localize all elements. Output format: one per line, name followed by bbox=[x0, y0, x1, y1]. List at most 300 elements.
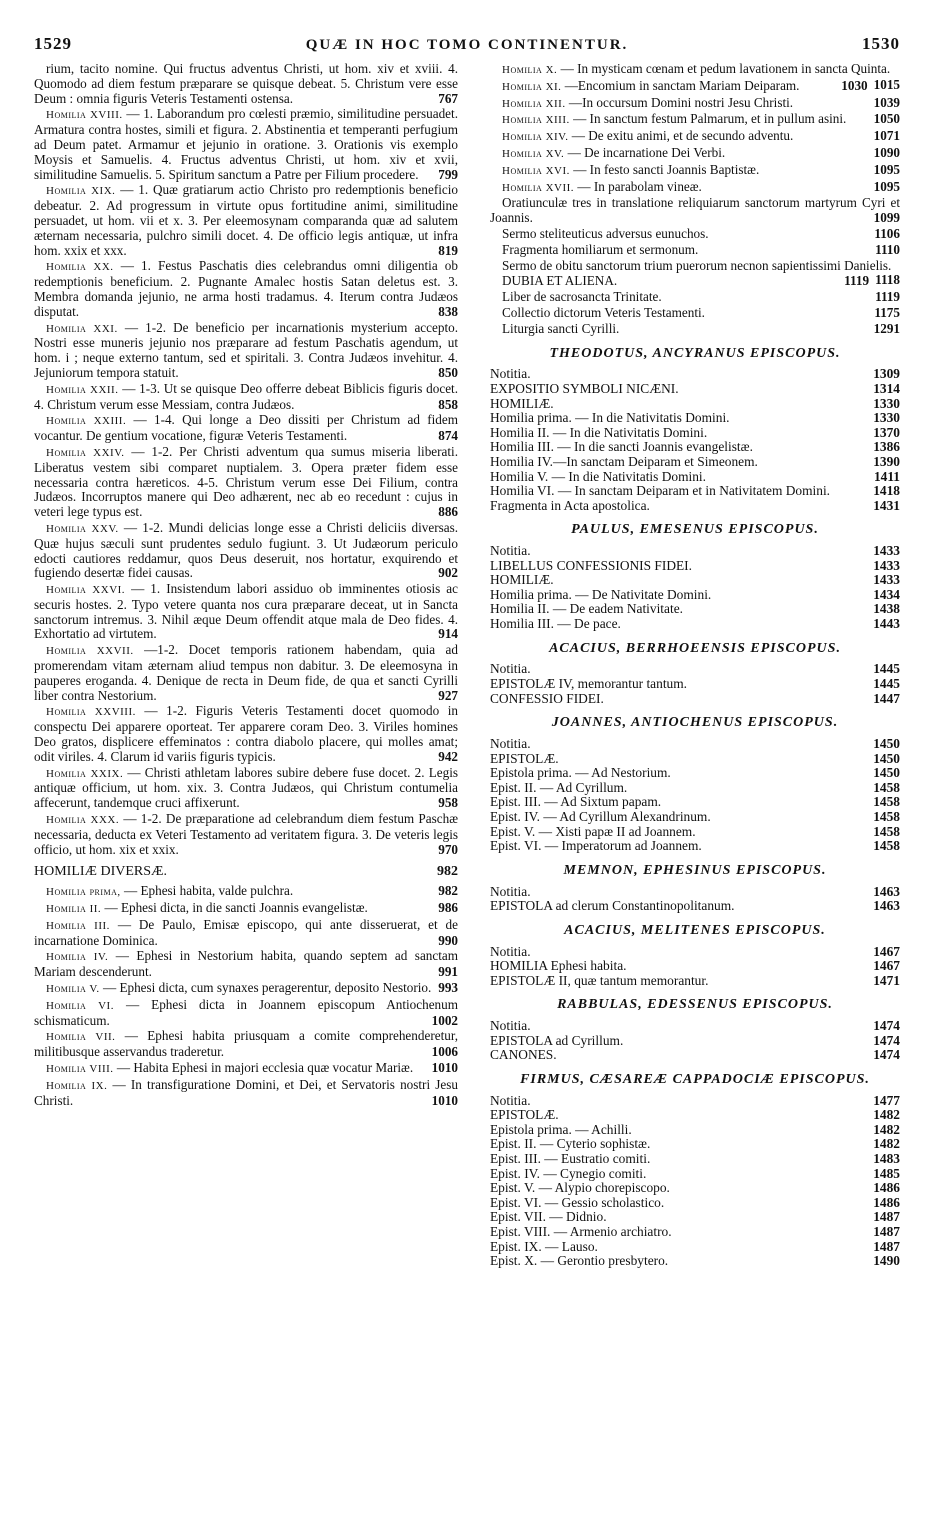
row-page-number: 1330 bbox=[873, 395, 900, 411]
row-page-number: 1477 bbox=[873, 1092, 900, 1108]
row-page-number: 1386 bbox=[873, 439, 900, 455]
row-page-number: 1487 bbox=[873, 1209, 900, 1225]
row-page-number: 1445 bbox=[873, 676, 900, 692]
row-text: Notitia. bbox=[490, 661, 531, 677]
toc-entry bbox=[34, 107, 458, 182]
toc-entry bbox=[490, 180, 900, 196]
toc-entry bbox=[490, 112, 900, 128]
row-text: Epist. II. — Cyterio sophistæ. bbox=[490, 1136, 651, 1152]
section-row bbox=[490, 484, 900, 499]
author-section-heading: RABBULAS, EDESSENUS EPISCOPUS. bbox=[557, 997, 833, 1013]
row-text: Homilia III. — In die sancti Joannis evangelistæ. bbox=[490, 439, 753, 455]
section-row bbox=[490, 455, 900, 470]
row-text: Homilia VI. — In sanctam Deiparam et in Nativitatem Domini. bbox=[490, 483, 831, 499]
entry-text: — De incarnatione Dei Verbi. bbox=[567, 144, 726, 160]
toc-entry bbox=[490, 196, 900, 226]
entry-page-number: 819 bbox=[438, 242, 458, 258]
entry-text: — In mysticam cœnam et pedum lavationem in sancta Quinta. bbox=[560, 61, 891, 76]
row-page-number: 1390 bbox=[873, 453, 900, 469]
left-column bbox=[34, 62, 458, 1269]
entry-text: — Ephesi habita priusquam a comite comprehenderetur, militibusque asservandus traderetur. bbox=[34, 1028, 458, 1060]
row-text: Notitia. bbox=[490, 1018, 531, 1034]
entry-page-number: 1010 bbox=[431, 1092, 458, 1108]
row-text: Epist. IX. — Lauso. bbox=[490, 1238, 598, 1254]
entry-page-number: 1175 bbox=[874, 304, 900, 320]
toc-entry bbox=[490, 96, 900, 112]
toc-entry bbox=[34, 1061, 458, 1077]
entry-heading: Homilia XXIII. bbox=[46, 415, 127, 428]
entry-text: — Ephesi habita, valde pulchra. bbox=[123, 883, 294, 899]
row-text: Epist. V. — Alypio chorepiscopo. bbox=[490, 1180, 670, 1196]
entry-page-number: 1106 bbox=[874, 225, 900, 241]
toc-entry bbox=[34, 949, 458, 980]
row-page-number: 1314 bbox=[873, 380, 900, 396]
toc-entry bbox=[34, 901, 458, 917]
row-page-number: 1443 bbox=[873, 616, 900, 632]
entry-text: — In sanctum festum Palmarum, et in pullum asini. bbox=[573, 111, 847, 127]
row-page-number: 1482 bbox=[873, 1121, 900, 1137]
entry-heading: Homilia XVIII. bbox=[46, 109, 123, 122]
entry-page-number: 1010 bbox=[431, 1060, 458, 1075]
toc-entry bbox=[34, 1029, 458, 1060]
entry-text: — Habita Ephesi in majori ecclesia quæ vocatur Mariæ. bbox=[116, 1060, 414, 1075]
section-row bbox=[490, 1240, 900, 1255]
entry-heading: Homilia XX. bbox=[46, 261, 114, 274]
entry-text: Collectio dictorum Veteris Testamenti. bbox=[502, 304, 705, 320]
entry-heading: Homilia XXIX. bbox=[46, 767, 124, 780]
entry-text: rium, tacito nomine. Qui fructus adventus Christi, ut hom. xiv et xviii. 4. Quomodo ad diem festum præparare se quisque debeat. 5. Christum vere esse Deum : omnia figuris Veteris Testamenti ostensa. bbox=[34, 61, 458, 106]
author-section-heading: FIRMUS, CÆSAREÆ CAPPADOCIÆ EPISCOPUS. bbox=[520, 1071, 870, 1087]
row-page-number: 1487 bbox=[873, 1238, 900, 1254]
entry-text: Fragmenta homiliarum et sermonum. bbox=[502, 241, 699, 257]
toc-entry bbox=[34, 259, 458, 319]
entry-heading: Homilia XXIV. bbox=[46, 446, 125, 459]
row-text: EPISTOLÆ. bbox=[490, 750, 559, 766]
entry-heading: Homilia XVI. bbox=[502, 164, 570, 177]
row-page-number: 1483 bbox=[873, 1151, 900, 1167]
section-row bbox=[490, 945, 900, 960]
row-page-number: 1458 bbox=[873, 838, 900, 854]
row-page-number: 1438 bbox=[873, 601, 900, 617]
toc-entry bbox=[490, 227, 900, 242]
row-page-number: 1450 bbox=[873, 736, 900, 752]
entry-text: — 1-2. Mundi delicias longe esse a Christi deliciis diversas. Quæ hujus sæculi sunt prudentes sedulo fugiunt. 3. Ut Judæorum periculo edocti cautiores reddamur, quos Deus deseruit, nos hortatur, exquirendo et fugiendo desertæ fidei causas. bbox=[34, 519, 458, 581]
row-text: Notitia. bbox=[490, 543, 531, 559]
entry-page-number: 1006 bbox=[431, 1044, 458, 1060]
columns bbox=[34, 62, 900, 1269]
entry-heading: Homilia XI. bbox=[502, 80, 562, 93]
row-text: Epist. VI. — Gessio scholastico. bbox=[490, 1194, 665, 1210]
section-row bbox=[490, 692, 900, 707]
entry-heading: Homilia III. bbox=[46, 919, 110, 932]
right-page-number: 1530 bbox=[862, 34, 900, 53]
toc-entry bbox=[34, 582, 458, 642]
row-text: Notitia. bbox=[490, 883, 531, 899]
row-page-number: 1445 bbox=[873, 661, 900, 677]
row-page-number: 1486 bbox=[873, 1194, 900, 1210]
entry-heading: Homilia XXV. bbox=[46, 522, 119, 535]
entry-text: — 1-2. De præparatione ad celebrandum diem festum Paschæ necessaria, deducta ex Veteri Testamento ad veritatem figura. 3. De veteris legis officio, ut hom. xix et xxix. bbox=[34, 811, 458, 857]
entry-text: — 1-3. Ut se quisque Deo offerre debeat Biblicis figuris docet. 4. Christum verum esse Messiam, contra Judæos. bbox=[34, 380, 459, 412]
entry-text: —1-2. Docet temporis rationem habendam, quia ad promerendam vitam æternam aliud tempus non dabitur. 3. De eleemosyna in pauperes eroganda. 4. Denique de recta in Deum fide, de qua et sancti Cyrilli liber contra Nestorium. bbox=[34, 642, 459, 703]
entry-page-number: 1119 bbox=[875, 289, 900, 305]
entry-text: — In festo sancti Joannis Baptistæ. bbox=[573, 161, 760, 177]
row-page-number: 1309 bbox=[873, 366, 900, 382]
entry-text: — Ephesi dicta in Joannem episcopum Antiochenum schismaticum. bbox=[34, 996, 458, 1028]
section-row bbox=[490, 752, 900, 767]
running-title: QUÆ IN HOC TOMO CONTINENTUR. bbox=[305, 37, 629, 53]
entry-text: — 1-2. De beneficio per incarnationis mysterium accepto. Nostri esse muneris jejunio nos præparare ad festum Paschatis agendum, ut hom. i ; neque externo tantum, sed et spiritali. 3. Contra Judæos invehitur. 4. Jejuniorum tempora statuit. bbox=[34, 319, 458, 380]
row-text: Epist. X. — Gerontio presbytero. bbox=[490, 1253, 669, 1269]
toc-entry bbox=[34, 521, 458, 581]
entry-text: — 1. Quæ gratiarum actio Christo pro redemptionis beneficio debeatur. 2. Ad progressum in virtute opus fortitudine animi, similitudine persuadet, ut hom. vii et x. 3. Per eleemosynam comparanda quæ ad salutem æternam necessaria, pulchro simili docet. 4. De officio legis antiquæ, ut infra hom. xxix et xxx. bbox=[34, 182, 458, 258]
row-text: Epist. III. — Ad Sixtum papam. bbox=[490, 794, 662, 810]
section-row bbox=[490, 1181, 900, 1196]
row-page-number: 1434 bbox=[873, 586, 900, 602]
section-row bbox=[490, 1123, 900, 1138]
row-text: Notitia. bbox=[490, 736, 531, 752]
row-page-number: 1433 bbox=[873, 557, 900, 573]
entry-page-number: 858 bbox=[438, 396, 458, 412]
entry-heading: Homilia II. bbox=[46, 903, 102, 916]
entry-page-number: 990 bbox=[438, 932, 458, 948]
author-section-heading: MEMNON, EPHESINUS EPISCOPUS. bbox=[563, 862, 827, 878]
section-label: HOMILIÆ DIVERSÆ. bbox=[34, 864, 167, 880]
section-row bbox=[490, 617, 900, 632]
section-row bbox=[490, 602, 900, 617]
row-text: Epist. VI. — Imperatorum ad Joannem. bbox=[490, 838, 702, 854]
toc-entry bbox=[490, 146, 900, 162]
toc-entry bbox=[34, 321, 458, 381]
author-section-heading: THEODOTUS, ANCYRANUS EPISCOPUS. bbox=[549, 345, 841, 361]
entry-text: — 1. Festus Paschatis dies celebrandus omni diligentia ob redemptionis beneficium. 2. Pugnante Amalec hostis Satan deletus est. 3. Membra domanda jejunio, ne arma hosti tradamus. 4. Iterum contra Judæos disputat. bbox=[34, 258, 458, 319]
row-text: EPISTOLÆ. bbox=[490, 1107, 559, 1123]
right-column bbox=[490, 62, 900, 1269]
row-text: Epist. IV. — Ad Cyrillum Alexandrinum. bbox=[490, 808, 711, 824]
row-page-number: 1467 bbox=[873, 943, 900, 959]
entry-page-number: 1030 bbox=[841, 77, 868, 93]
row-text: Homilia III. — De pace. bbox=[490, 616, 621, 632]
entry-heading: Homilia XXII. bbox=[46, 383, 119, 396]
section-row bbox=[490, 1152, 900, 1167]
section-row bbox=[490, 737, 900, 752]
section-row bbox=[490, 662, 900, 677]
entry-page-number: 993 bbox=[438, 980, 458, 996]
entry-page-number: 1050 bbox=[873, 111, 900, 127]
entry-text: — De exitu animi, et de secundo adventu. bbox=[571, 128, 794, 144]
row-page-number: 1482 bbox=[873, 1136, 900, 1152]
entry-text: — 1-2. Figuris Veteris Testamenti docet quomodo in conspectu Dei apparere oporteat. Ter apparere coram Deo. 3. Viriles homines Deo gratos, displicere effeminatos : contra diabolo placere, qui molles amat; odit viriles. 4. Clarum id variis figuris typicis. bbox=[34, 703, 458, 764]
row-text: HOMILIA Ephesi habita. bbox=[490, 958, 627, 974]
entry-text: — In transfiguratione Domini, et Dei, et Servatoris nostri Jesu Christi. bbox=[34, 1076, 459, 1108]
section-row bbox=[490, 1210, 900, 1225]
toc-entry bbox=[490, 163, 900, 179]
section-row bbox=[490, 544, 900, 559]
section-row bbox=[490, 974, 900, 989]
entry-page-number: 767 bbox=[438, 90, 458, 106]
entry-page-number: 958 bbox=[438, 795, 458, 811]
entry-text: — Christi athletam labores subire debere fuse docet. 2. Legis antiquæ officium, ut hom. xix. 3. Contra Judæos, qui Christum contumelia affecerunt, tandemque cruci affixerunt. bbox=[34, 764, 459, 811]
row-text: Notitia. bbox=[490, 943, 531, 959]
toc-entry bbox=[490, 290, 900, 305]
entry-heading: Homilia XIX. bbox=[46, 185, 116, 198]
entry-page-number: 1095 bbox=[873, 178, 900, 194]
toc-entry bbox=[34, 1078, 458, 1109]
entry-page-number: 970 bbox=[438, 841, 458, 857]
row-text: Epistola prima. — Achilli. bbox=[490, 1121, 632, 1137]
section-row bbox=[490, 781, 900, 796]
row-page-number: 1487 bbox=[873, 1224, 900, 1240]
homiliae-diversae-heading bbox=[34, 865, 458, 880]
entry-page-number: 927 bbox=[438, 687, 458, 703]
row-page-number: 1471 bbox=[873, 972, 900, 988]
entry-page-number: 982 bbox=[438, 883, 458, 899]
entry-text: — 1-4. Qui longe a Deo dissiti per Christum ad fidem vocantur. De gentium vocatione, figuræ Veteris Testamenti. bbox=[34, 412, 458, 444]
entry-text: — De Paulo, Emisæ episcopo, qui ante disseruerat, et de incarnatione Dominica. bbox=[34, 916, 458, 948]
toc-entry bbox=[34, 382, 458, 413]
entry-page-number: 1291 bbox=[873, 320, 900, 336]
entry-text: — 1-2. Per Christi adventum qua sumus miseria liberati. Liberatus vestem sibi comparet nuptialem. 3. Opera præter fidem esse necessaria contra hæreticos. 4-5. Christum verum esse Dei Filium, contra Judæos. Incorruptos manere qui Deo adhærent, nec ab eo recedunt : cujus in veteri lege typus est. bbox=[34, 443, 459, 520]
entry-heading: Homilia XXI. bbox=[46, 322, 118, 335]
entry-text: Liber de sacrosancta Trinitate. bbox=[502, 289, 662, 305]
row-page-number: 1458 bbox=[873, 794, 900, 810]
toc-entry bbox=[490, 129, 900, 145]
entry-heading: Homilia XVII. bbox=[502, 181, 575, 194]
row-text: Homilia II. — De eadem Nativitate. bbox=[490, 601, 683, 617]
entry-heading: Homilia XXVI. bbox=[46, 584, 126, 597]
row-text: Epist. IV. — Cynegio comiti. bbox=[490, 1165, 647, 1181]
section-row bbox=[490, 1254, 900, 1269]
row-text: Epist. II. — Ad Cyrillum. bbox=[490, 779, 628, 795]
entry-heading: Homilia IV. bbox=[46, 951, 109, 964]
row-page-number: 1433 bbox=[873, 572, 900, 588]
section-row bbox=[490, 470, 900, 485]
entry-page-number: 902 bbox=[438, 565, 458, 581]
row-text: HOMILIÆ. bbox=[490, 395, 554, 411]
entry-text: Oratiunculæ tres in translatione reliquiarum sanctorum martyrum Cyri et Joannis. bbox=[490, 195, 900, 226]
section-row bbox=[490, 426, 900, 441]
entry-heading: Homilia XXVII. bbox=[46, 645, 134, 658]
toc-entry bbox=[34, 884, 458, 900]
toc-entry bbox=[490, 243, 900, 258]
section-page-number: 982 bbox=[437, 864, 458, 880]
entry-page-number: 838 bbox=[438, 303, 458, 319]
row-text: LIBELLUS CONFESSIONIS FIDEI. bbox=[490, 557, 692, 573]
toc-entry bbox=[34, 62, 458, 106]
row-page-number: 1474 bbox=[873, 1047, 900, 1063]
entry-page-number: 1002 bbox=[431, 1012, 458, 1028]
left-page-number: 1529 bbox=[34, 34, 72, 53]
entry-heading: Homilia IX. bbox=[46, 1079, 108, 1092]
section-row bbox=[490, 677, 900, 692]
row-text: EPISTOLA ad clerum Constantinopolitanum. bbox=[490, 898, 735, 914]
section-row bbox=[490, 885, 900, 900]
row-page-number: 1474 bbox=[873, 1018, 900, 1034]
entry-page-number: 1015 bbox=[873, 76, 900, 92]
toc-entry bbox=[34, 981, 458, 997]
section-row bbox=[490, 1137, 900, 1152]
entry-page-number: 874 bbox=[438, 428, 458, 444]
entry-heading: Homilia prima, bbox=[46, 886, 121, 899]
section-row bbox=[490, 382, 900, 397]
row-page-number: 1411 bbox=[873, 468, 900, 484]
entry-page-number: 850 bbox=[438, 364, 458, 380]
toc-entry bbox=[490, 322, 900, 337]
row-text: CONFESSIO FIDEI. bbox=[490, 690, 604, 706]
entry-text: DUBIA ET ALIENA. bbox=[502, 273, 618, 289]
row-page-number: 1450 bbox=[873, 750, 900, 766]
entry-heading: Homilia X. bbox=[502, 64, 558, 76]
row-text: Notitia. bbox=[490, 1092, 531, 1108]
section-row bbox=[490, 795, 900, 810]
entry-text: Sermo steliteuticus adversus eunuchos. bbox=[502, 225, 709, 241]
row-page-number: 1418 bbox=[873, 483, 900, 499]
row-text: Epist. VII. — Didnio. bbox=[490, 1209, 607, 1225]
entry-heading: Homilia VII. bbox=[46, 1031, 116, 1044]
section-row bbox=[490, 559, 900, 574]
row-page-number: 1431 bbox=[873, 497, 900, 513]
entry-heading: Homilia XV. bbox=[502, 147, 565, 160]
section-row bbox=[490, 499, 900, 514]
toc-entry bbox=[34, 766, 458, 811]
row-text: EPISTOLÆ IV, memorantur tantum. bbox=[490, 676, 688, 692]
row-page-number: 1474 bbox=[873, 1032, 900, 1048]
section-row bbox=[490, 367, 900, 382]
toc-entry bbox=[34, 998, 458, 1029]
entry-page-number: 1110 bbox=[875, 241, 900, 257]
section-row bbox=[490, 440, 900, 455]
entry-text: —Encomium in sanctam Mariam Deiparam. bbox=[564, 77, 800, 93]
entry-text: — In parabolam vineæ. bbox=[577, 178, 702, 194]
entry-text: —In occursum Domini nostri Jesu Christi. bbox=[568, 94, 794, 110]
entry-page-number: 1099 bbox=[873, 210, 900, 226]
entry-page-number: 986 bbox=[438, 900, 458, 916]
toc-entry bbox=[34, 812, 458, 857]
entry-page-number: 914 bbox=[438, 626, 458, 642]
row-text: Epistola prima. — Ad Nestorium. bbox=[490, 765, 671, 781]
row-text: Epist. III. — Eustratio comiti. bbox=[490, 1151, 651, 1167]
entry-text: — 1. Laborandum pro cœlesti præmio, similitudine persuadet. Armatura contra hostes, simili et figura. 2. Abstinentia et temperanti perfugium ad Deum patet. Armamur et jejunio in oratione. 3. Orationis vis exemplo Moysis et Samuelis. 4. Fructus adventus Christi, ut hom. xiv et xvii, similitudine Samuelis. 5. Spiritum sanctum a Patre per Filium procedere. bbox=[34, 106, 458, 182]
entry-text: — 1. Insistendum labori assiduo ob imminentes otiosis ac securis hostes. 2. Typo vetere quanta nos cura præparare deceat, ut in Sancta sanctorum intremus. 3. Nihil æque Deum offendit atque mala de Deo fides. 4. Exhortatio ad virtutem. bbox=[34, 581, 458, 642]
toc-entry bbox=[34, 704, 458, 764]
row-page-number: 1463 bbox=[873, 898, 900, 914]
section-row bbox=[490, 588, 900, 603]
author-section-heading: ACACIUS, MELITENES EPISCOPUS. bbox=[564, 922, 826, 938]
row-page-number: 1467 bbox=[873, 958, 900, 974]
section-row bbox=[490, 1196, 900, 1211]
toc-entry bbox=[34, 643, 458, 703]
section-row bbox=[490, 1034, 900, 1049]
section-row bbox=[490, 397, 900, 412]
author-section-heading: PAULUS, EMESENUS EPISCOPUS. bbox=[571, 522, 819, 538]
row-text: CANONES. bbox=[490, 1047, 557, 1063]
row-text: EXPOSITIO SYMBOLI NICÆNI. bbox=[490, 380, 679, 396]
row-text: Homilia IV.—In sanctam Deiparam et Simeonem. bbox=[490, 453, 758, 469]
row-page-number: 1482 bbox=[873, 1107, 900, 1123]
entry-text: — Ephesi dicta, in die sancti Joannis evangelistæ. bbox=[104, 900, 368, 916]
entry-heading: Homilia VI. bbox=[46, 999, 114, 1012]
section-row bbox=[490, 411, 900, 426]
row-page-number: 1447 bbox=[873, 690, 900, 706]
section-row bbox=[490, 959, 900, 974]
entry-page-number: 799 bbox=[438, 166, 458, 182]
section-row bbox=[490, 1225, 900, 1240]
section-row bbox=[490, 899, 900, 914]
row-text: EPISTOLA ad Cyrillum. bbox=[490, 1032, 624, 1048]
entry-heading: Homilia XXX. bbox=[46, 814, 120, 827]
entry-page-number: 1090 bbox=[873, 144, 900, 160]
section-row bbox=[490, 1108, 900, 1123]
row-text: Homilia II. — In die Nativitatis Domini. bbox=[490, 424, 708, 440]
section-row bbox=[490, 573, 900, 588]
row-page-number: 1330 bbox=[873, 410, 900, 426]
row-text: HOMILIÆ. bbox=[490, 572, 554, 588]
section-row bbox=[490, 1048, 900, 1063]
toc-entry bbox=[34, 413, 458, 444]
author-section-heading: ACACIUS, BERRHOEENSIS EPISCOPUS. bbox=[549, 640, 841, 656]
row-page-number: 1458 bbox=[873, 808, 900, 824]
row-page-number: 1486 bbox=[873, 1180, 900, 1196]
section-row bbox=[490, 839, 900, 854]
row-text: EPISTOLÆ II, quæ tantum memorantur. bbox=[490, 972, 709, 988]
row-text: Epist. V. — Xisti papæ II ad Joannem. bbox=[490, 823, 696, 839]
section-row bbox=[490, 1019, 900, 1034]
entry-heading: Homilia XIV. bbox=[502, 131, 569, 144]
toc-entry bbox=[490, 306, 900, 321]
toc-entry bbox=[34, 918, 458, 949]
row-text: Epist. VIII. — Armenio archiatro. bbox=[490, 1224, 672, 1240]
author-section-heading: JOANNES, ANTIOCHENUS EPISCOPUS. bbox=[551, 715, 839, 731]
entry-page-number: 1071 bbox=[873, 128, 900, 144]
entry-page-number: 886 bbox=[438, 504, 458, 520]
toc-entry bbox=[34, 183, 458, 258]
entry-page-number: 942 bbox=[438, 748, 458, 764]
entry-page-number: 1118 bbox=[875, 272, 900, 288]
entry-page-number: 1095 bbox=[873, 161, 900, 177]
entry-text: Liturgia sancti Cyrilli. bbox=[502, 320, 620, 336]
entry-heading: Homilia XIII. bbox=[502, 114, 570, 127]
toc-entry bbox=[490, 76, 900, 95]
entry-page-number: 1039 bbox=[873, 94, 900, 110]
row-text: Fragmenta in Acta apostolica. bbox=[490, 497, 650, 513]
section-row bbox=[490, 1094, 900, 1109]
toc-entry bbox=[34, 445, 458, 520]
page-header bbox=[34, 34, 900, 62]
section-row bbox=[490, 766, 900, 781]
row-page-number: 1485 bbox=[873, 1165, 900, 1181]
entry-heading: Homilia XII. bbox=[502, 97, 566, 110]
row-page-number: 1458 bbox=[873, 779, 900, 795]
row-page-number: 1370 bbox=[873, 424, 900, 440]
row-page-number: 1450 bbox=[873, 765, 900, 781]
toc-entry bbox=[490, 274, 900, 289]
entry-page-number: 991 bbox=[438, 964, 458, 980]
row-text: Homilia prima. — In die Nativitatis Domini. bbox=[490, 410, 730, 426]
section-row bbox=[490, 810, 900, 825]
entry-heading: Homilia XXVIII. bbox=[46, 706, 136, 719]
section-row bbox=[490, 825, 900, 840]
row-text: Notitia. bbox=[490, 366, 531, 382]
entry-text: — Ephesi dicta, cum synaxes peragerentur, deposito Nestorio. bbox=[102, 980, 432, 996]
entry-heading: Homilia V. bbox=[46, 983, 100, 996]
entry-text: — Ephesi in Nestorium habita, quando septem ad sanctam Mariam descenderunt. bbox=[34, 948, 459, 980]
entry-page-number: 1119 bbox=[844, 273, 870, 289]
row-text: Homilia V. — In die Nativitatis Domini. bbox=[490, 468, 706, 484]
row-page-number: 1463 bbox=[873, 883, 900, 899]
entry-text: Sermo de obitu sanctorum trium puerorum necnon sapientissimi Danielis. bbox=[502, 257, 892, 273]
section-row bbox=[490, 1167, 900, 1182]
row-page-number: 1433 bbox=[873, 543, 900, 559]
